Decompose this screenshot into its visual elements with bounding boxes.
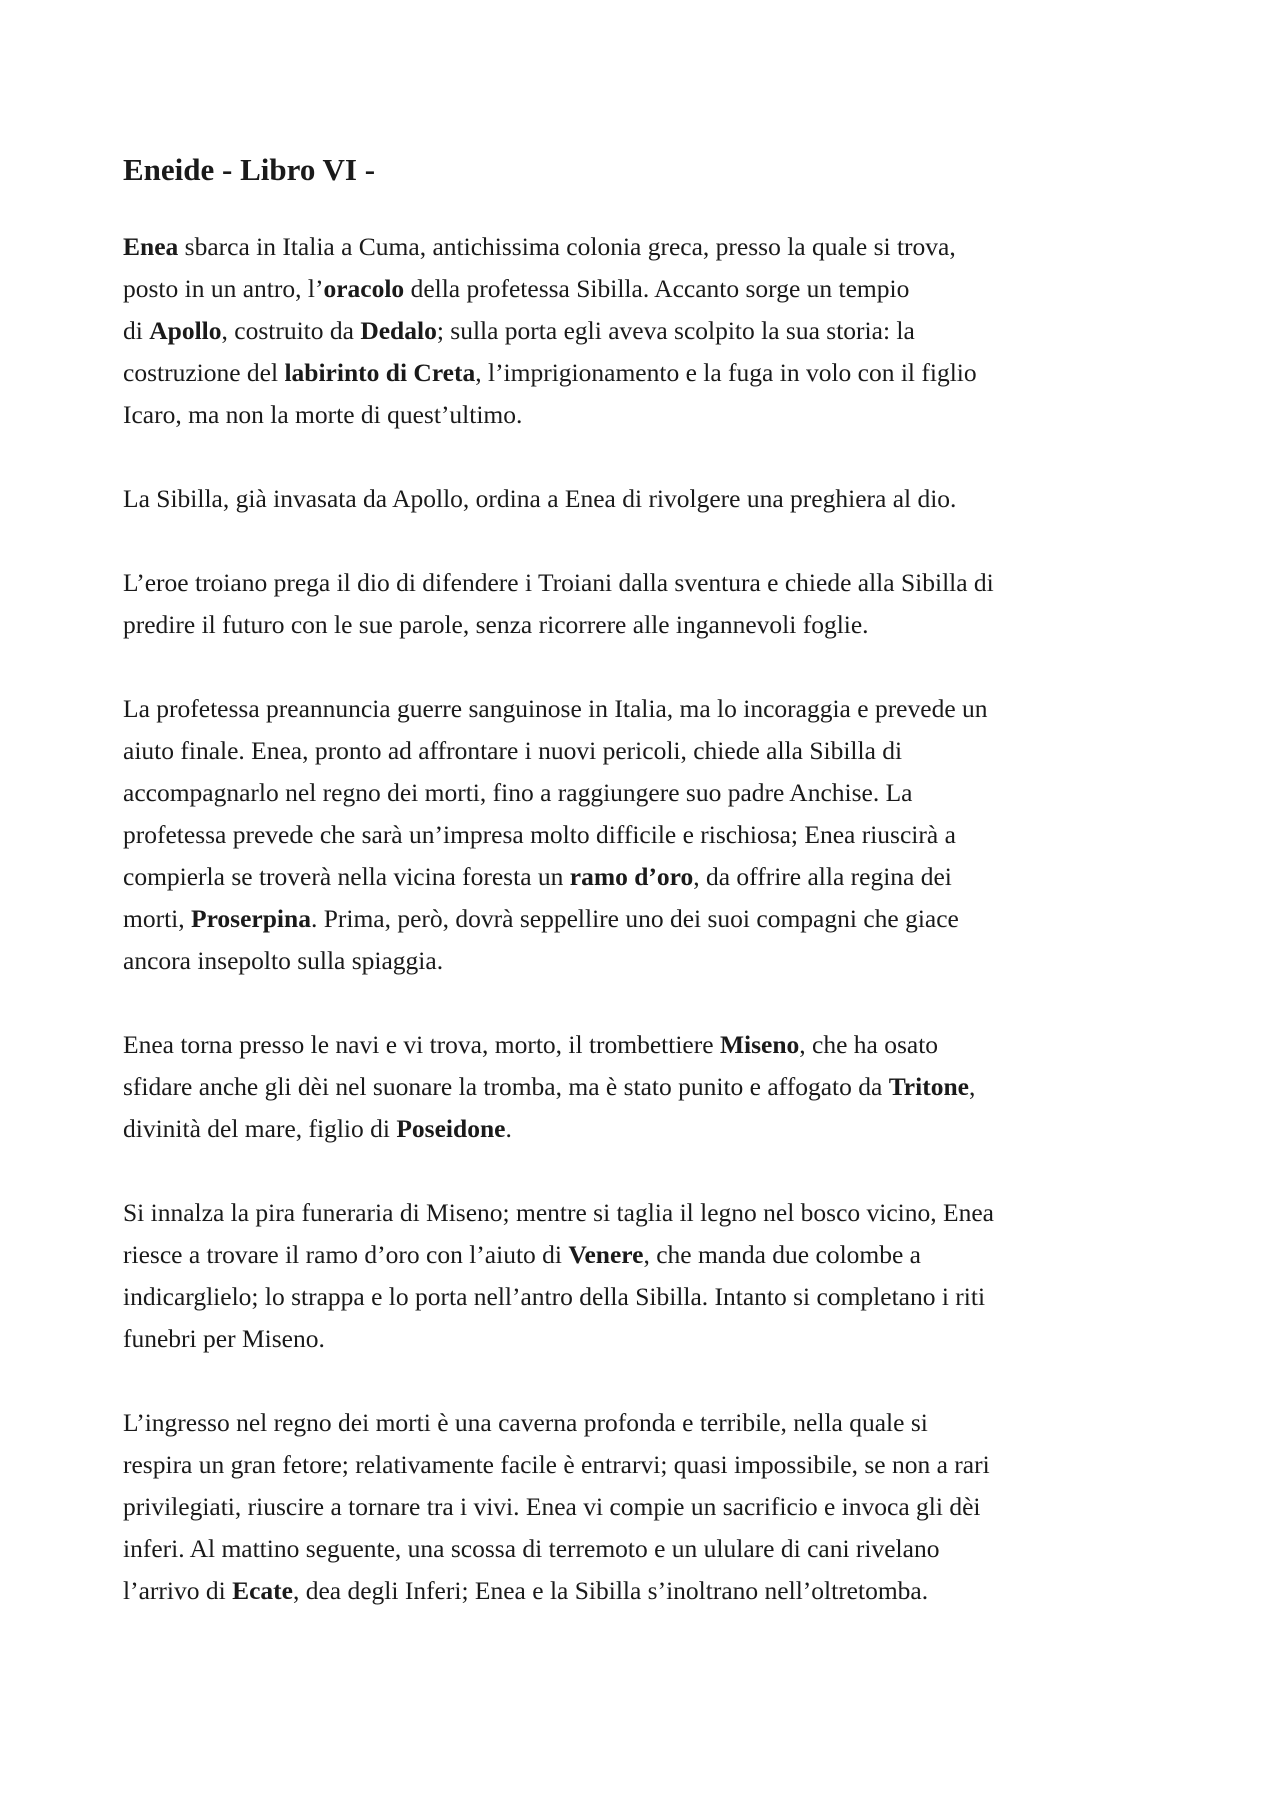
bold-term: Venere <box>568 1240 644 1269</box>
text-run: accompagnarlo nel regno dei morti, fino a raggiungere suo padre Anchise. La <box>123 778 913 807</box>
text-run: profetessa prevede che sarà un’impresa molto difficile e rischiosa; Enea riuscirà a <box>123 820 956 849</box>
text-run: Si innalza la pira funeraria di Miseno; mentre si taglia il legno nel bosco vicino, Enea <box>123 1198 994 1227</box>
paragraph <box>123 1402 1183 1612</box>
bold-term: Apollo <box>149 316 222 345</box>
text-line <box>123 772 1183 814</box>
text-run: costruzione del <box>123 358 285 387</box>
text-run: , costruito da <box>221 316 361 345</box>
text-run: La profetessa preannuncia guerre sanguinose in Italia, ma lo incoraggia e prevede un <box>123 694 988 723</box>
text-line <box>123 226 1183 268</box>
text-line <box>123 1192 1183 1234</box>
bold-term: Tritone <box>888 1072 969 1101</box>
text-run: ; sulla porta egli aveva scolpito la sua storia: la <box>436 316 915 345</box>
bold-term: Proserpina <box>191 904 311 933</box>
text-run: . Prima, però, dovrà seppellire uno dei suoi compagni che giace <box>310 904 959 933</box>
text-line <box>123 352 1183 394</box>
document-body <box>123 226 1183 1612</box>
text-run: compierla se troverà nella vicina foresta un <box>123 862 570 891</box>
text-line <box>123 856 1183 898</box>
text-line <box>123 1444 1183 1486</box>
text-line <box>123 898 1183 940</box>
text-run: Icaro, ma non la morte di quest’ultimo. <box>123 400 523 429</box>
text-run: funebri per Miseno. <box>123 1324 325 1353</box>
text-run: della profetessa Sibilla. Accanto sorge un tempio <box>404 274 910 303</box>
text-run: sbarca in Italia a Cuma, antichissima colonia greca, presso la quale si trova, <box>178 232 956 261</box>
text-line <box>123 814 1183 856</box>
text-line <box>123 1318 1183 1360</box>
text-line <box>123 1234 1183 1276</box>
bold-term: Miseno <box>719 1030 800 1059</box>
text-run: divinità del mare, figlio di <box>123 1114 397 1143</box>
text-run: La Sibilla, già invasata da Apollo, ordina a Enea di rivolgere una preghiera al dio. <box>123 484 957 513</box>
text-run: , l’imprigionamento e la fuga in volo con il figlio <box>475 358 977 387</box>
paragraph <box>123 562 1183 646</box>
text-run: morti, <box>123 904 191 933</box>
text-run: . <box>505 1114 512 1143</box>
text-line <box>123 1528 1183 1570</box>
text-run: , che ha osato <box>799 1030 939 1059</box>
text-run: l’arrivo di <box>123 1576 233 1605</box>
bold-term: Ecate <box>232 1576 293 1605</box>
text-run: privilegiati, riuscire a tornare tra i vivi. Enea vi compie un sacrificio e invoca gli dèi <box>123 1492 981 1521</box>
text-run: , <box>968 1072 976 1101</box>
bold-term: oracolo <box>323 274 405 303</box>
text-run: posto in un antro, l’ <box>123 274 324 303</box>
bold-term: Enea <box>123 232 179 261</box>
text-run: sfidare anche gli dèi nel suonare la tromba, ma è stato punito e affogato da <box>123 1072 889 1101</box>
text-run: , da offrire alla regina dei <box>693 862 952 891</box>
text-line <box>123 1276 1183 1318</box>
text-run: Enea torna presso le navi e vi trova, morto, il trombettiere <box>123 1030 720 1059</box>
text-run: L’ingresso nel regno dei morti è una caverna profonda e terribile, nella quale si <box>123 1408 928 1437</box>
paragraph <box>123 1192 1183 1360</box>
document-page <box>123 150 1183 1654</box>
bold-term: Poseidone <box>396 1114 506 1143</box>
text-line <box>123 268 1183 310</box>
text-run: indicarglielo; lo strappa e lo porta nell’antro della Sibilla. Intanto si completano i riti <box>123 1282 986 1311</box>
bold-term: labirinto di Creta <box>284 358 476 387</box>
paragraph <box>123 1024 1183 1150</box>
text-line <box>123 1024 1183 1066</box>
text-run: riesce a trovare il ramo d’oro con l’aiuto di <box>123 1240 569 1269</box>
text-run: , dea degli Inferi; Enea e la Sibilla s’inoltrano nell’oltretomba. <box>292 1576 929 1605</box>
text-line <box>123 394 1183 436</box>
page-title: Eneide - Libro VI - <box>123 152 376 187</box>
text-run: di <box>123 316 150 345</box>
text-run: predire il futuro con le sue parole, senza ricorrere alle ingannevoli foglie. <box>123 610 869 639</box>
text-line <box>123 940 1183 982</box>
text-line <box>123 730 1183 772</box>
text-line <box>123 562 1183 604</box>
text-run: inferi. Al mattino seguente, una scossa di terremoto e un ululare di cani rivelano <box>123 1534 940 1563</box>
text-line <box>123 1570 1183 1612</box>
text-line <box>123 1066 1183 1108</box>
bold-term: Dedalo <box>360 316 437 345</box>
text-run: , che manda due colombe a <box>643 1240 922 1269</box>
text-line <box>123 478 1183 520</box>
text-run: ancora insepolto sulla spiaggia. <box>123 946 444 975</box>
text-run: respira un gran fetore; relativamente facile è entrarvi; quasi impossibile, se non a rari <box>123 1450 990 1479</box>
paragraph <box>123 478 1183 520</box>
text-line <box>123 1486 1183 1528</box>
bold-term: ramo d’oro <box>569 862 694 891</box>
paragraph <box>123 688 1183 982</box>
text-line <box>123 1402 1183 1444</box>
paragraph <box>123 226 1183 436</box>
text-line <box>123 1108 1183 1150</box>
text-line <box>123 688 1183 730</box>
text-line <box>123 604 1183 646</box>
text-line <box>123 310 1183 352</box>
text-run: aiuto finale. Enea, pronto ad affrontare i nuovi pericoli, chiede alla Sibilla di <box>123 736 903 765</box>
text-run: L’eroe troiano prega il dio di difendere i Troiani dalla sventura e chiede alla Sibilla di <box>123 568 994 597</box>
